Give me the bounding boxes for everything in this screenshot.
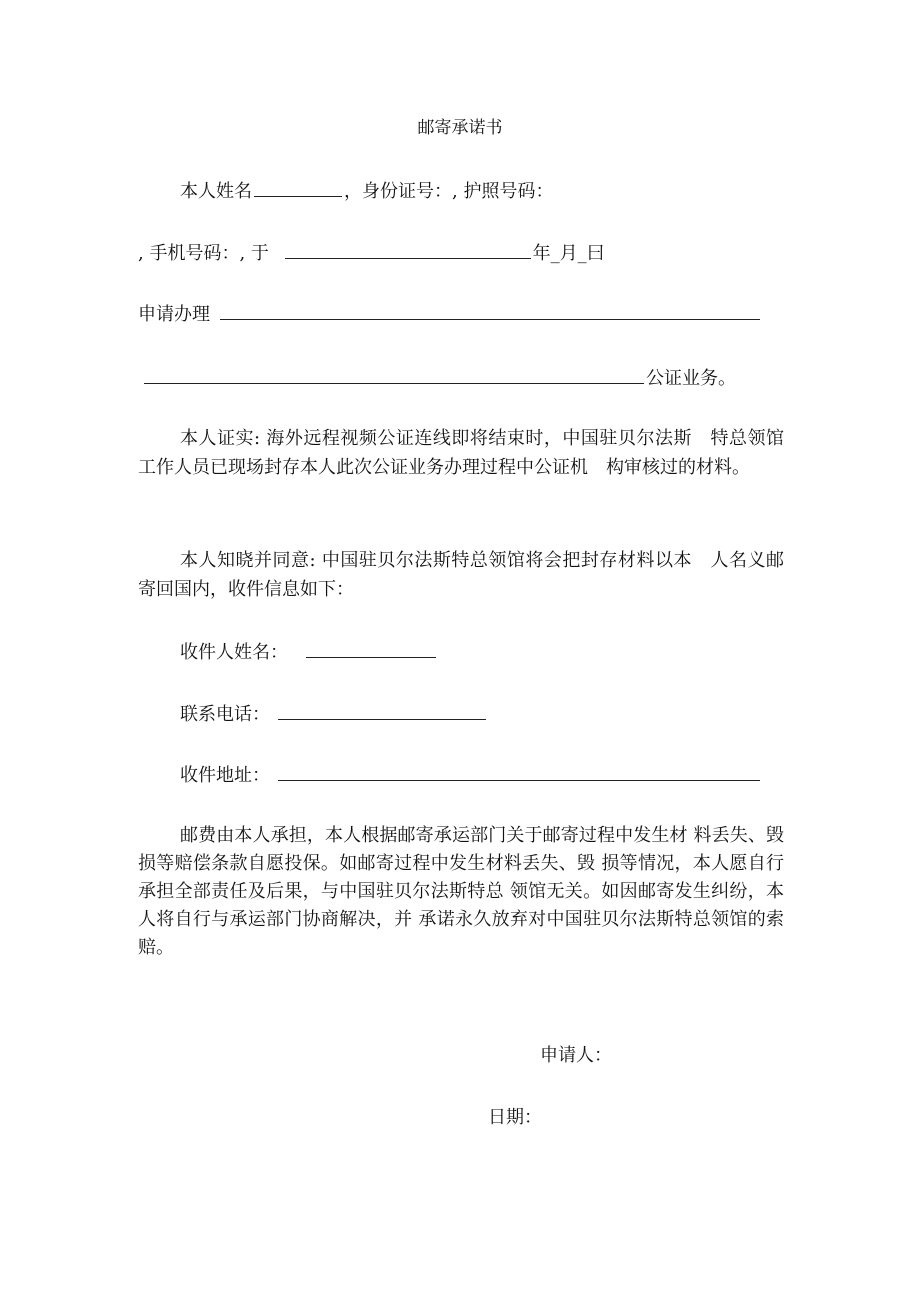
document-title: 邮寄承诺书 [417,118,503,138]
date-signature-label: 日期： [488,1107,542,1128]
phone-line [180,701,488,727]
address-line [180,762,762,788]
applicant-signature-label: 申请人： [540,1045,612,1066]
phone-date-line [138,240,605,266]
phone-number-label: 联系电话： [180,704,270,725]
business-blank[interactable] [144,365,644,384]
business-line [144,365,736,391]
apply-line [138,301,762,327]
id-passport-label: ，身份证号：, 护照号码： [344,181,554,202]
apply-label: 申请办理 [138,304,210,325]
address-blank[interactable] [278,762,760,781]
business-label: 公证业务。 [646,368,736,389]
phone-blank[interactable] [278,701,486,720]
date-label: 年_月_曰 [532,243,605,264]
address-label: 收件地址： [180,765,270,786]
recipient-name-blank[interactable] [306,639,436,658]
date-blank[interactable] [285,240,531,259]
name-blank[interactable] [254,178,342,197]
name-label: 本人姓名 [180,181,252,202]
consent-paragraph: 本人知晓并同意: 中国驻贝尔法斯特总领馆将会把封存材料以本 人名义邮寄回国内，收件信息如下： [138,550,784,600]
applicant-info-line [180,178,553,204]
recipient-name-label: 收件人姓名： [180,642,288,663]
phone-label: , 手机号码：, 于 [138,243,269,264]
confirmation-paragraph: 本人证实: 海外远程视频公证连线即将结束时，中国驻贝尔法斯 特总领馆工作人员已现场封存本人此次公证业务办理过程中公证机 构审核过的材料。 [138,428,784,478]
recipient-name-line [180,639,438,665]
liability-paragraph: 邮费由本人承担，本人根据邮寄承运部门关于邮寄过程中发生材 料丢失、毁损等赔偿条款自愿投保。如邮寄过程中发生材料丢失、毁 损等情况，本人愿自行承担全部责任及后果，与中国驻贝尔法斯特总 领馆无关。如因邮寄发生纠纷，本人将自行与承运部门协商解决，并 承诺永久放弃对中国驻贝尔法斯特总领馆的索赔。 [138,825,784,958]
apply-blank[interactable] [220,301,760,320]
